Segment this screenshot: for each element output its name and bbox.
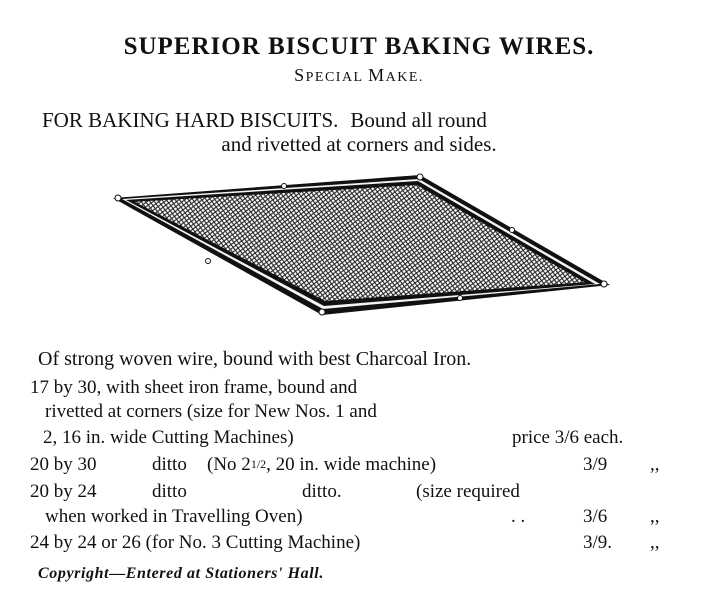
subtitle-initial-m: M [368,65,386,85]
item1-line2: rivetted at corners (size for New Nos. 1 and [45,401,377,422]
item3-price: 3/6 [583,506,608,527]
item3-ditto: ditto [152,481,187,502]
item1-price: price 3/6 each. [512,427,624,448]
page-title: SUPERIOR BISCUIT BAKING WIRES. [123,33,595,60]
subtitle-smallcaps-pecial: PECIAL [305,70,369,85]
item3-ditto-2: ditto. [302,481,342,502]
item4-ditto-mark: ,, [650,532,660,553]
wire-baking-tray-icon [110,172,615,317]
item4-price: 3/9. [583,532,613,553]
item2-desc-fraction: 1/2 [250,457,267,471]
intro-rest: Bound all round [350,108,487,132]
intro-caps: FOR BAKING HARD BISCUITS. [42,108,339,132]
item2-desc-b: , 20 in. wide machine) [266,454,437,475]
subtitle-smallcaps-ake: AKE. [385,70,424,85]
item4-desc: 24 by 24 or 26 (for No. 3 Cutting Machine) [30,532,361,553]
item2-size: 20 by 30 [30,454,97,475]
intro-line-1 [42,110,487,131]
item1-line3: 2, 16 in. wide Cutting Machines) [43,427,294,448]
item2-price: 3/9 [583,454,608,475]
copyright-notice: Copyright—Entered at Stationers' Hall. [38,565,324,582]
item3-line2: when worked in Travelling Oven) [45,506,303,527]
item2-desc-a: (No 2 [207,454,251,475]
item3-ditto-mark: ,, [650,506,660,527]
item2-ditto: ditto [152,454,187,475]
subtitle-initial-s: S [294,65,306,85]
item3-dots: . . [511,506,526,527]
intro-line-2: and rivetted at corners and sides. [221,132,497,156]
listing-lead: Of strong woven wire, bound with best Charcoal Iron. [38,348,472,370]
subtitle [0,66,718,85]
item3-desc: (size required [416,481,520,502]
item2-desc [207,455,436,474]
item3-size: 20 by 24 [30,481,97,502]
item1-line1: 17 by 30, with sheet iron frame, bound and [30,377,358,398]
item2-ditto-mark: ,, [650,454,660,475]
